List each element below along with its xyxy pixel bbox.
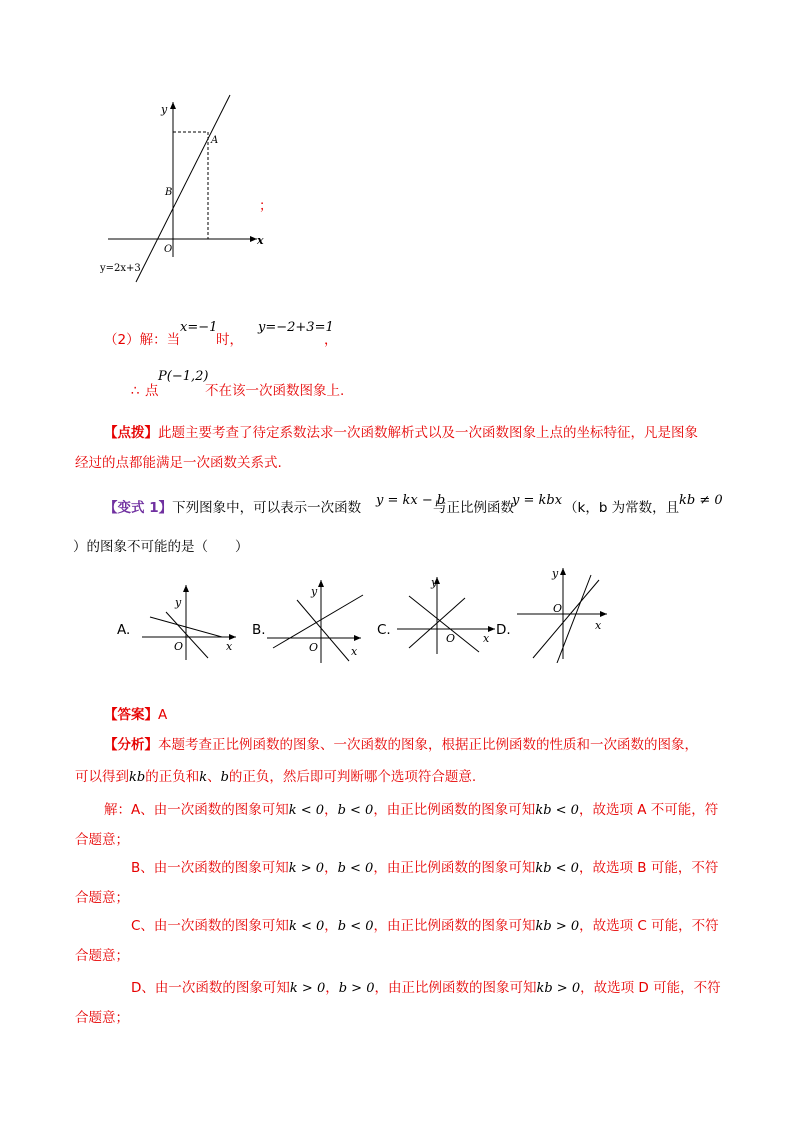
option-a-o: O <box>174 640 184 653</box>
solution-c-c2: b < 0 <box>337 919 374 934</box>
analysis-line2a: 可以得到 <box>75 769 129 785</box>
solution-b-cont: 合题意； <box>75 890 129 906</box>
solution-a-pre: 解：A、由一次函数的图象可知 <box>104 802 289 818</box>
solution-c-cont: 合题意； <box>75 948 129 964</box>
option-b-o: O <box>309 641 319 654</box>
solution-b-c3: kb < 0 <box>535 861 579 876</box>
answer-tag: 【答案】 <box>104 707 158 723</box>
answer-value: A <box>158 707 168 723</box>
answer-line <box>104 705 167 725</box>
variant-t3: （k，b 为常数，且 <box>564 500 680 516</box>
part2-therefore: ∴ <box>131 383 140 399</box>
variant-line1 <box>104 498 361 518</box>
analysis-k: k <box>199 770 208 785</box>
solution-a-mid1: ， <box>324 802 338 818</box>
analysis-line2b: 的正负和 <box>145 769 200 785</box>
option-a-label: A. <box>117 622 131 638</box>
solution-c-pre: C、由一次函数的图象可知 <box>131 918 289 934</box>
option-c-graph <box>395 572 507 660</box>
analysis-kb: kb <box>129 770 146 785</box>
solution-b-mid2: ，由正比例函数的图象可知 <box>373 860 536 876</box>
analysis-line2 <box>75 767 476 788</box>
fig1-point-a: A <box>211 135 219 146</box>
option-b-graph <box>265 575 370 665</box>
solution-d-mid2: ，由正比例函数的图象可知 <box>374 980 537 996</box>
solution-a-c3: kb < 0 <box>535 803 579 818</box>
solution-b-c2: b < 0 <box>337 861 374 876</box>
variant-line2: ）的图象不可能的是（ ） <box>73 539 249 555</box>
option-d-graph <box>515 563 615 663</box>
fig1-line-label: y=2x+3 <box>100 263 141 274</box>
option-d-o: O <box>553 602 563 615</box>
solution-b <box>131 858 718 879</box>
analysis-line2c: 的正负，然后即可判断哪个选项符合题意. <box>228 769 477 785</box>
option-c-label: C. <box>377 622 391 638</box>
option-a-y: y <box>175 596 182 609</box>
solution-d-c3: kb > 0 <box>536 981 581 996</box>
option-c-x: x <box>483 632 490 645</box>
option-b-label: B. <box>252 622 266 638</box>
tip-paragraph <box>104 423 698 443</box>
solution-b-mid1: ， <box>324 860 338 876</box>
solution-d-mid1: ， <box>325 980 339 996</box>
solution-c-c3: kb > 0 <box>535 919 580 934</box>
variant-tag: 【变式 1】 <box>104 500 173 516</box>
option-c-y: y <box>431 576 438 589</box>
option-d-label: D. <box>496 622 511 638</box>
solution-c-mid1: ， <box>324 918 338 934</box>
tip-line2: 经过的点都能满足一次函数关系式. <box>75 455 282 471</box>
option-c-line1 <box>409 596 479 652</box>
solution-c-c1: k < 0 <box>288 919 325 934</box>
part2-dian: 点 <box>145 383 159 399</box>
solution-a <box>104 800 718 821</box>
analysis-line1 <box>104 735 698 755</box>
solution-a-post: ，故选项 A 不可能，符 <box>578 802 719 818</box>
option-a-line2 <box>166 612 208 658</box>
solution-c-mid2: ，由正比例函数的图象可知 <box>373 918 536 934</box>
solution-a-cont: 合题意； <box>75 832 129 848</box>
solution-c-post: ，故选项 C 可能，不符 <box>579 918 719 934</box>
tip-line1: 此题主要考查了待定系数法求一次函数解析式以及一次函数图象上点的坐标特征，凡是图象 <box>158 425 698 441</box>
solution-a-mid2: ，由正比例函数的图象可知 <box>373 802 536 818</box>
variant-f3: kb ≠ 0 <box>679 493 723 508</box>
part2-prefix: （2）解：当 <box>104 332 181 348</box>
solution-b-post: ，故选项 B 可能，不符 <box>578 860 719 876</box>
solution-b-pre: B、由一次函数的图象可知 <box>131 860 289 876</box>
solution-d-c1: k > 0 <box>289 981 326 996</box>
solution-d-post: ，故选项 D 可能，不符 <box>580 980 721 996</box>
solution-d-pre: D、由一次函数的图象可知 <box>131 980 290 996</box>
graph-line <box>136 95 230 282</box>
part2-point: P(−1,2) <box>158 369 209 384</box>
solution-a-c2: b < 0 <box>337 803 374 818</box>
fig1-x-label: x <box>257 234 264 247</box>
analysis-b: b <box>220 770 229 785</box>
analysis-sep: 、 <box>207 769 221 785</box>
option-b-y: y <box>311 585 318 598</box>
option-b-line2 <box>297 600 349 661</box>
tip-tag: 【点拨】 <box>104 425 158 441</box>
option-a-graph <box>140 580 245 662</box>
variant-f1: y = kx − b <box>376 493 446 508</box>
option-d-x: x <box>595 619 602 632</box>
solution-d-c2: b > 0 <box>338 981 375 996</box>
variant-f2: y = kbx <box>512 493 563 508</box>
option-d-line1 <box>533 580 599 658</box>
analysis-tag: 【分析】 <box>104 737 158 753</box>
analysis-line1-text: 本题考查正比例函数的图象、一次函数的图象，根据正比例函数的性质和一次函数的图象， <box>158 737 698 753</box>
option-d-y: y <box>552 567 559 580</box>
solution-d-cont: 合题意； <box>75 1010 129 1026</box>
fig1-trailing-mark: ； <box>259 198 273 214</box>
solution-d <box>131 978 721 999</box>
part2-cond-y: y=−2+3=1 <box>258 320 334 335</box>
figure-linear-graph <box>95 90 275 290</box>
variant-t2: 与正比例函数 <box>433 500 514 516</box>
fig1-y-label: y <box>161 103 168 116</box>
part2-mid: 时， <box>216 332 243 348</box>
variant-t1: 下列图象中，可以表示一次函数 <box>172 500 362 516</box>
option-a-x: x <box>226 640 233 653</box>
option-d-line2 <box>557 575 591 663</box>
part2-end: ， <box>324 332 338 348</box>
fig1-point-b: B <box>165 187 173 198</box>
fig1-origin: O <box>164 244 173 255</box>
solution-a-c1: k < 0 <box>288 803 325 818</box>
part2-conclusion: 不在该一次函数图象上. <box>205 383 345 399</box>
solution-c <box>131 916 719 937</box>
option-b-x: x <box>351 645 358 658</box>
solution-b-c1: k > 0 <box>288 861 325 876</box>
option-c-o: O <box>446 632 456 645</box>
part2-cond-x: x=−1 <box>180 320 218 335</box>
